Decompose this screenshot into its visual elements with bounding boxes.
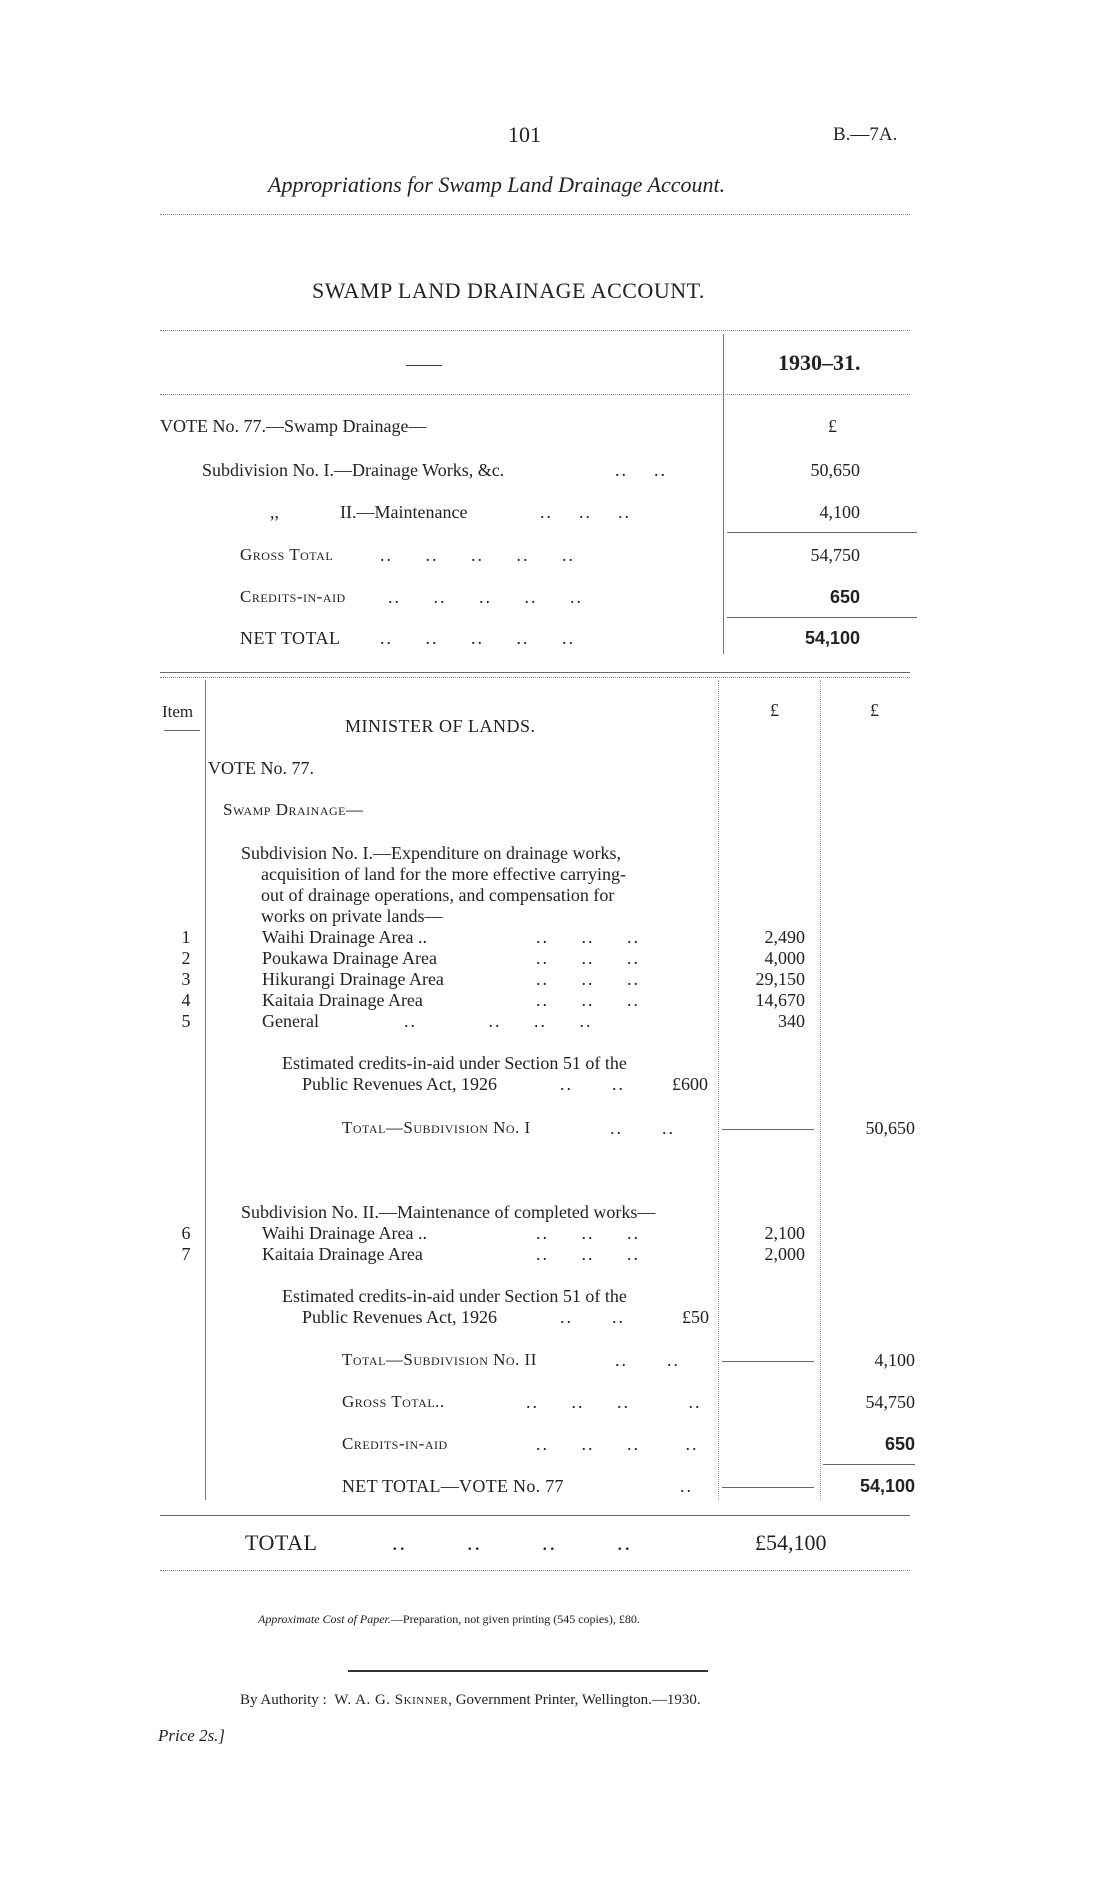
sub1-total-rule <box>722 1129 814 1130</box>
leader-dots: .. .. .. .. .. <box>388 587 583 607</box>
printer-name: W. A. G. Skinner <box>334 1692 449 1708</box>
detail-gross-label: Gross Total.. <box>342 1392 445 1411</box>
detail-net-label: NET TOTAL—VOTE No. 77 <box>342 1476 564 1496</box>
detail-gross-amount: 54,750 <box>865 1392 915 1412</box>
leader-dots: .. .. <box>615 460 667 480</box>
leader-dots: .. <box>680 1476 693 1496</box>
item-number: 2 <box>181 948 191 968</box>
sub2-total-rule <box>722 1361 814 1362</box>
footer-rule <box>348 1670 708 1672</box>
detail-net-rule <box>823 1464 915 1465</box>
sub2-credits-line-2: Public Revenues Act, 1926 <box>302 1307 497 1327</box>
item-label: Waihi Drainage Area .. <box>262 1223 427 1243</box>
swamp-drainage-heading: Swamp Drainage— <box>223 800 364 819</box>
detail-net-amount: 54,100 <box>859 1476 915 1496</box>
leader-dots: .. .. .. <box>536 1223 640 1243</box>
item-label: General <box>262 1011 319 1031</box>
item-column-header: Item <box>162 702 194 721</box>
sub2-credits-line-1: Estimated credits-in-aid under Section 51 of the <box>282 1286 627 1306</box>
detail-net-mid-rule <box>722 1487 814 1488</box>
item-label: Hikurangi Drainage Area <box>262 969 444 989</box>
leader-dots: .. .. .. .. <box>404 1011 593 1031</box>
leader-dots: .. .. .. .. <box>392 1530 632 1555</box>
sub1-description-line-2: acquisition of land for the more effective carrying- <box>261 864 627 884</box>
item-label: Poukawa Drainage Area <box>262 948 437 968</box>
authority-prefix: By Authority : <box>240 1692 327 1708</box>
detail-credits-label: Credits-in-aid <box>342 1434 448 1453</box>
summary-amount-maintenance: 4,100 <box>819 502 860 522</box>
leader-dots: .. .. .. .. .. <box>380 628 575 648</box>
item-number: 5 <box>181 1011 191 1031</box>
summary-net-label: NET TOTAL <box>240 628 341 648</box>
amount-column-divider <box>718 680 719 1500</box>
summary-net-amount: 54,100 <box>804 628 860 648</box>
leader-dots: .. .. .. .. .. <box>380 545 575 565</box>
document-reference: B.—7A. <box>833 124 898 145</box>
leader-dots: .. .. <box>560 1307 625 1327</box>
item-number: 7 <box>181 1244 191 1264</box>
detail-top-rule-secondary <box>160 677 910 678</box>
summary-gross-label: Gross Total <box>240 545 334 564</box>
item-amount: 2,000 <box>764 1244 805 1264</box>
amount-column-currency: £ <box>770 700 779 720</box>
sub1-description-line-4: works on private lands— <box>261 906 443 926</box>
summary-column-divider <box>723 334 724 654</box>
item-label: Kaitaia Drainage Area <box>262 990 423 1010</box>
grand-total-top-rule <box>160 1515 910 1516</box>
total-column-divider <box>820 680 821 1500</box>
sub1-total-label: Total—Subdivision No. I <box>342 1118 531 1137</box>
grand-total-amount: £54,100 <box>755 1530 827 1555</box>
item-label: Kaitaia Drainage Area <box>262 1244 423 1264</box>
item-number: 1 <box>181 927 191 947</box>
summary-year-heading: 1930–31. <box>778 350 861 375</box>
leader-dots: .. .. .. <box>536 927 640 947</box>
leader-dots: .. .. .. .. <box>526 1392 702 1412</box>
page-number: 101 <box>508 122 541 147</box>
price: Price 2s.] <box>158 1726 226 1745</box>
sub1-credits-amount: £600 <box>672 1074 708 1094</box>
sub1-total-amount: 50,650 <box>865 1118 915 1138</box>
sub1-description-line-1: Subdivision No. I.—Expenditure on drainage works, <box>241 843 621 863</box>
item-number: 6 <box>181 1223 191 1243</box>
grand-total-bottom-rule <box>160 1570 910 1571</box>
summary-vote-line: VOTE No. 77.—Swamp Drainage— <box>160 416 427 436</box>
grand-total-label: TOTAL <box>245 1530 318 1555</box>
summary-gross-amount: 54,750 <box>810 545 860 565</box>
leader-dots: .. .. .. <box>540 502 631 522</box>
sub1-credits-line-1: Estimated credits-in-aid under Section 51 of the <box>282 1053 627 1073</box>
summary-amount-subdivision-1: 50,650 <box>810 460 860 480</box>
detail-credits-amount: 650 <box>884 1434 915 1454</box>
item-amount: 2,490 <box>764 927 805 947</box>
total-column-currency: £ <box>870 700 879 720</box>
summary-subtotal-rule <box>727 532 917 533</box>
leader-dots: .. .. <box>610 1118 675 1138</box>
leader-dots: .. .. .. <box>536 990 640 1010</box>
main-title: SWAMP LAND DRAINAGE ACCOUNT. <box>312 278 705 303</box>
authority-suffix: , Government Printer, Wellington.—1930. <box>448 1692 701 1708</box>
summary-ditto-mark: ,, <box>270 502 279 522</box>
summary-column-heading-dash: —— <box>406 354 442 374</box>
sub1-description-line-3: out of drainage operations, and compensation for <box>261 885 615 905</box>
item-number: 3 <box>181 969 191 989</box>
item-amount: 29,150 <box>755 969 805 989</box>
vote-heading: VOTE No. 77. <box>208 758 314 778</box>
leader-dots: .. .. .. .. <box>536 1434 699 1454</box>
item-column-divider <box>205 680 206 1500</box>
cost-note-text: —Preparation, not given printing (545 copies), £80. <box>390 1612 640 1626</box>
leader-dots: .. .. .. <box>536 969 640 989</box>
summary-net-rule <box>727 617 917 618</box>
item-label: Waihi Drainage Area .. <box>262 927 427 947</box>
summary-credits-amount: 650 <box>829 587 860 607</box>
leader-dots: .. .. <box>615 1350 680 1370</box>
leader-dots: .. .. .. <box>536 948 640 968</box>
leader-dots: .. .. .. <box>536 1244 640 1264</box>
item-amount: 2,100 <box>764 1223 805 1243</box>
sub2-description: Subdivision No. II.—Maintenance of completed works— <box>241 1202 656 1222</box>
item-amount: 4,000 <box>764 948 805 968</box>
leader-dots: .. .. <box>560 1074 625 1094</box>
summary-top-rule <box>160 330 910 331</box>
summary-row-maintenance: II.—Maintenance <box>340 502 468 522</box>
sub2-total-amount: 4,100 <box>874 1350 915 1370</box>
cost-note-label: Approximate Cost of Paper. <box>258 1612 391 1626</box>
sub1-credits-line-2: Public Revenues Act, 1926 <box>302 1074 497 1094</box>
summary-row-subdivision-1: Subdivision No. I.—Drainage Works, &c. <box>202 460 505 480</box>
printer-authority <box>240 1692 701 1709</box>
detail-top-rule <box>160 672 910 673</box>
item-number: 4 <box>181 990 191 1010</box>
minister-heading: MINISTER OF LANDS. <box>345 716 536 736</box>
item-amount: 14,670 <box>755 990 805 1010</box>
cost-note <box>258 1612 640 1627</box>
sub2-total-label: Total—Subdivision No. II <box>342 1350 537 1369</box>
item-header-rule <box>164 730 200 731</box>
item-amount: 340 <box>778 1011 805 1031</box>
running-title: Appropriations for Swamp Land Drainage Account. <box>268 172 726 197</box>
summary-credits-label: Credits-in-aid <box>240 587 346 606</box>
header-rule <box>160 214 910 215</box>
summary-currency: £ <box>828 416 837 436</box>
summary-header-rule <box>160 394 910 395</box>
sub2-credits-amount: £50 <box>682 1307 709 1327</box>
